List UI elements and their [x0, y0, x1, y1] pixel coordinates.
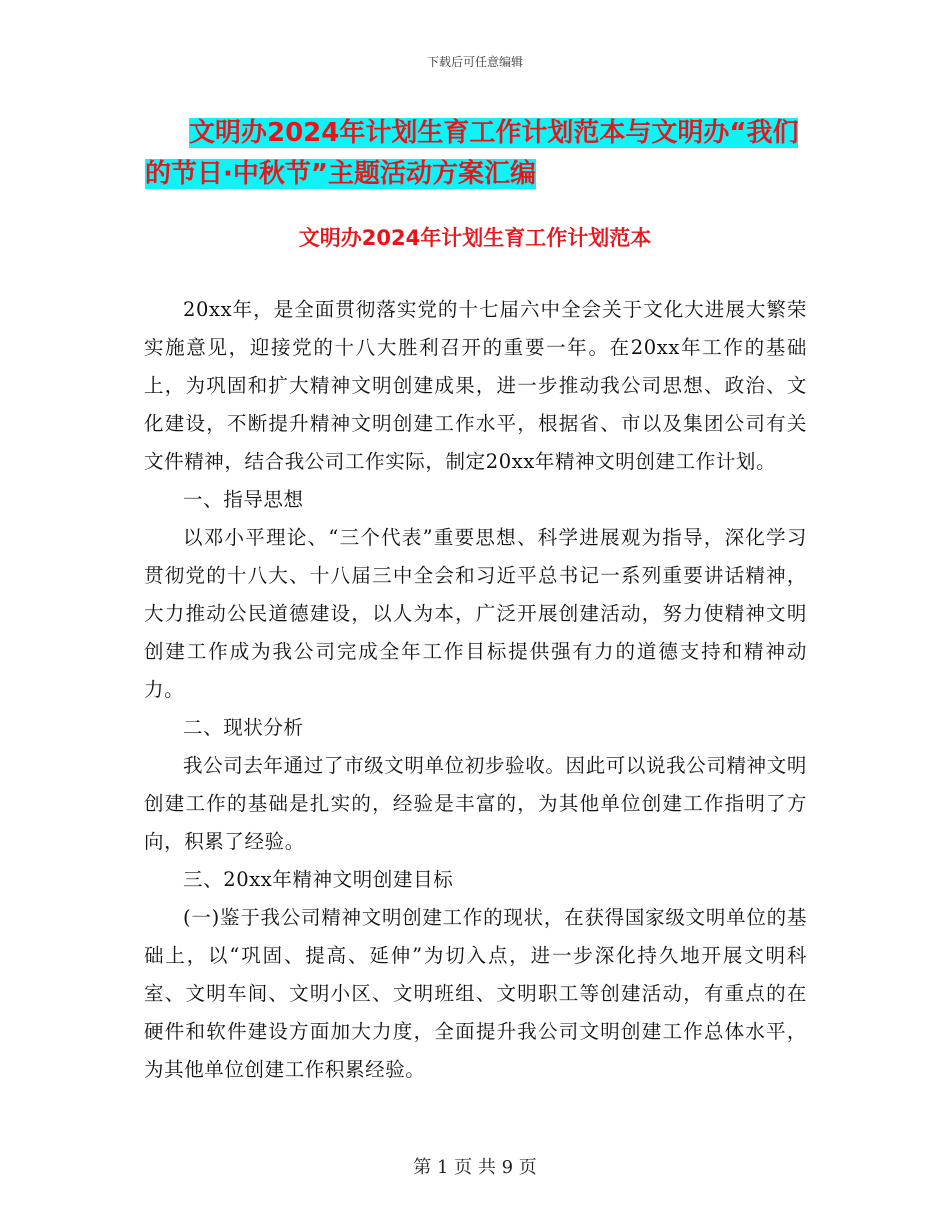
document-body: [144, 291, 807, 1089]
section-title: 文明办2024年计划生育工作计划范本: [298, 226, 652, 250]
document-title: [145, 113, 825, 195]
paragraph-guiding-ideology: 以邓小平理论、“三个代表”重要思想、科学进展观为指导，深化学习贯彻党的十八大、十八届三中全会和习近平总书记一系列重要讲话精神，大力推动公民道德建设，以人为本，广泛开展创建活动，努力使精神文明创建工作成为我公司完成全年工作目标提供强有力的道德支持和精神动力。: [144, 526, 807, 701]
heading-guiding-ideology: 一、指导思想: [183, 488, 304, 511]
header-note: 下载后可任意编辑: [426, 55, 523, 69]
paragraph-intro: 20xx年，是全面贯彻落实党的十七届六中全会关于文化大进展大繁荣实施意见，迎接党的十八大胜利召开的重要一年。在20xx年工作的基础上，为巩固和扩大精神文明创建成果，进一步推动我公司思想、政治、文化建设，不断提升精神文明创建工作水平，根据省、市以及集团公司有关文件精神，结合我公司工作实际，制定20xx年精神文明创建工作计划。: [144, 298, 807, 473]
paragraph-status-analysis: 我公司去年通过了市级文明单位初步验收。因此可以说我公司精神文明创建工作的基础是扎实的，经验是丰富的，为其他单位创建工作指明了方向，积累了经验。: [144, 754, 807, 853]
document-title-line-1: 文明办2024年计划生育工作计划范本与文明办“我们: [189, 118, 799, 148]
heading-status-analysis: 二、现状分析: [183, 716, 304, 739]
heading-goals: 三、20xx年精神文明创建目标: [183, 868, 454, 891]
paragraph-goals-1: (一)鉴于我公司精神文明创建工作的现状，在获得国家级文明单位的基础上，以“巩固、提高、延伸”为切入点，进一步深化持久地开展文明科室、文明车间、文明小区、文明班组、文明职工等创建活动，有重点的在硬件和软件建设方面加大力度，全面提升我公司文明创建工作总体水平，为其他单位创建工作积累经验。: [144, 906, 807, 1081]
page-footer: 第 1 页 共 9 页: [413, 1157, 537, 1178]
document-title-line-2: 的节日·中秋节”主题活动方案汇编: [145, 159, 536, 189]
